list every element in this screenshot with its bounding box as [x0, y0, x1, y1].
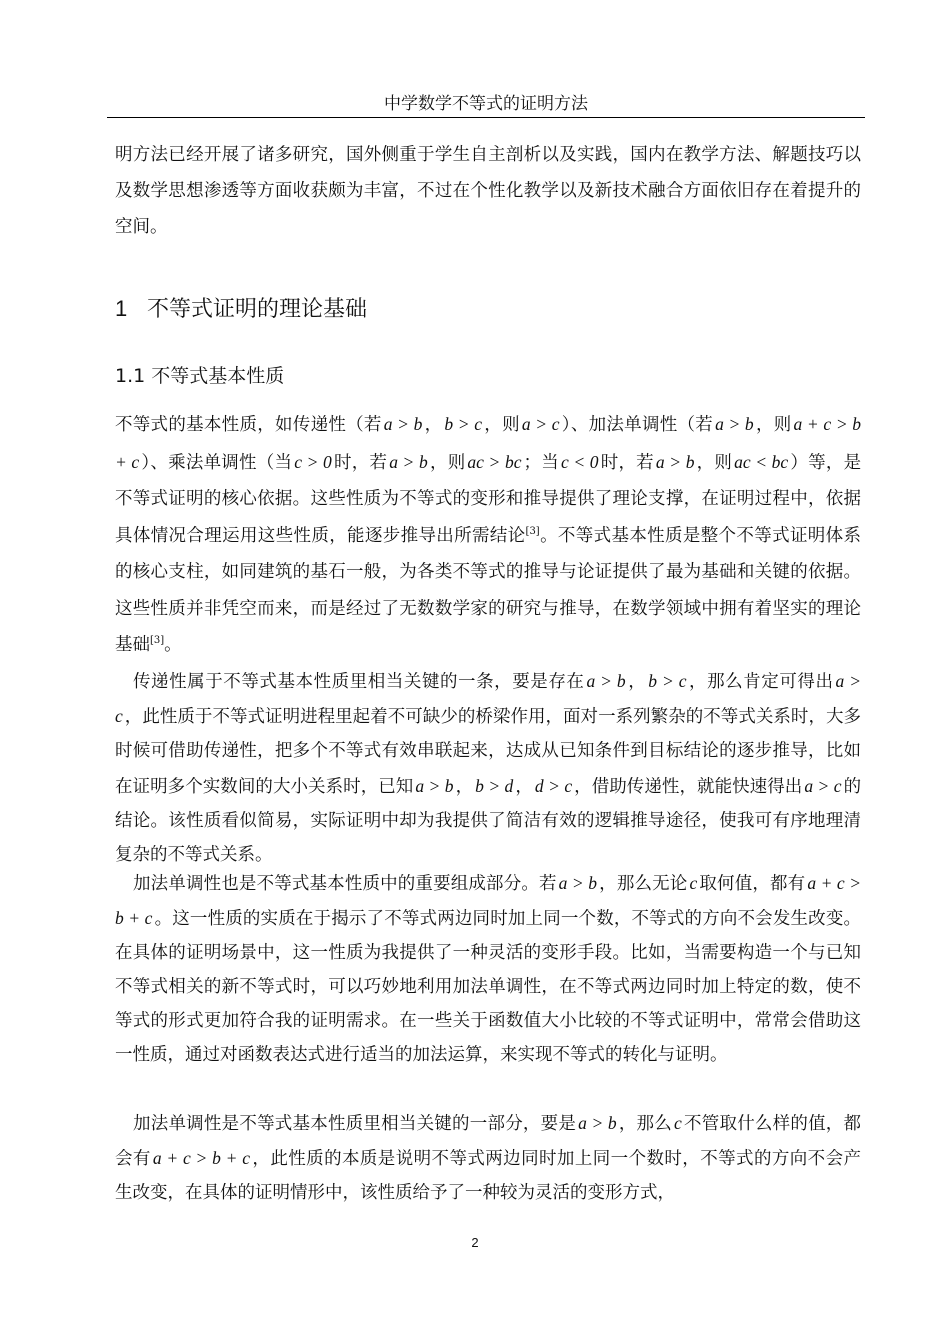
text-run: 加法单调性也是不等式基本性质中的重要组成部分。若 — [133, 874, 557, 894]
text-run: ，此性质于不等式证明进程里起着不可缺少的桥梁作用，面对一系列繁杂的不等式关系时，大多时候可借助传递性，把多个不等式有效串联起来，达成从已知条件到目标结论的逐步推导，比如在证明多个实数间的大小关系时，已知 — [115, 707, 861, 797]
text-run: ，那么肯定可得出 — [688, 672, 834, 692]
paragraph-text — [115, 664, 861, 872]
text-run: ，则 — [429, 452, 466, 473]
text-run: 时，若 — [333, 452, 388, 473]
math-expression: d > c — [534, 775, 573, 796]
section-title: 不等式证明的理论基础 — [147, 297, 368, 322]
citation-ref: [3] — [150, 635, 165, 647]
text-run: 时，若 — [600, 452, 654, 473]
running-header-title: 中学数学不等式的证明方法 — [384, 94, 588, 114]
section-heading — [115, 292, 367, 327]
math-expression: c < 0 — [560, 451, 599, 472]
intro-paragraph-block — [115, 137, 861, 245]
math-expression: a > b — [415, 775, 454, 796]
subsection-heading: 1.1 不等式基本性质 — [115, 365, 285, 387]
math-expression: a + c > b + c — [115, 873, 862, 928]
math-expression: a > c — [521, 414, 560, 434]
paragraph-text — [115, 866, 861, 1072]
header-rule — [107, 117, 865, 118]
math-expression: a > b — [586, 671, 626, 691]
text-run: ，那么 — [618, 1114, 673, 1134]
math-expression: a + c > b + c — [152, 1148, 251, 1168]
math-expression: b > d — [475, 775, 514, 796]
text-run: ）等，是不等式证明的核心依据。这些性质为不等式的变形和推导提供了理论支撑，在证明过程中，依据具体情况合理运用这些性质，能逐步推导出所需结论 — [115, 452, 862, 546]
text-run: 不等式的基本性质，如传递性（若 — [115, 415, 382, 435]
text-run: 。 — [164, 635, 182, 655]
text-run: ， — [515, 776, 533, 797]
math-expression: a > c — [115, 671, 862, 727]
math-expression: b > c — [648, 671, 687, 691]
math-expression: ac < bc — [734, 451, 789, 472]
math-expression: a > b — [655, 451, 695, 472]
paragraph-basic-properties — [115, 406, 861, 664]
text-run: 取何值，都有 — [699, 874, 806, 894]
text-run: ，此性质的本质是说明不等式两边同时加上同一个数时，不等式的方向不会产生改变，在具体的证明情形中，该性质给予了一种较为灵活的变形方式， — [115, 1149, 862, 1203]
text-run: ）、加法单调性（若 — [561, 415, 714, 435]
text-run: ， — [424, 415, 443, 435]
intro-paragraph: 明方法已经开展了诸多研究，国外侧重于学生自主剖析以及实践，国内在教学方法、解题技巧以及数学思想渗透等方面收获颇为丰富，不过在个性化教学以及新技术融合方面依旧存在着提升的空间。 — [115, 145, 861, 237]
math-expression: c — [689, 873, 698, 893]
math-expression: c > 0 — [294, 451, 332, 472]
text-run: ，则 — [755, 415, 792, 435]
math-expression: a > c — [804, 775, 842, 796]
math-expression: a > b — [383, 414, 423, 434]
text-run: ， — [627, 672, 647, 692]
paragraph-additive-monotonicity — [115, 866, 861, 1072]
paragraph-text — [115, 1106, 861, 1210]
math-expression: a > b — [558, 873, 598, 893]
text-run: ，借助传递性，就能快速得出 — [574, 776, 803, 797]
text-run: ；当 — [523, 452, 559, 473]
text-run: ）、乘法单调性（当 — [141, 452, 293, 473]
text-run: ，则 — [484, 415, 520, 435]
text-run: ，那么无论 — [599, 874, 688, 894]
math-expression: a > b — [389, 451, 428, 472]
text-run: ，则 — [696, 452, 733, 473]
text-run: ， — [455, 776, 474, 797]
math-expression: b > c — [444, 414, 483, 434]
text-run: 不管取什么样的值，都会有 — [115, 1114, 862, 1169]
page-number: 2 — [471, 1235, 479, 1250]
text-run: 加法单调性是不等式基本性质里相当关键的一部分，要是 — [133, 1114, 577, 1134]
citation-ref: [3] — [525, 525, 540, 537]
text-run: 的结论。该性质看似简易，实际证明中却为我提供了简洁有效的逻辑推导途径，使我可有序地理清复杂的不等式关系。 — [115, 776, 862, 866]
math-expression: a + c > b + c — [115, 414, 862, 472]
text-run: 传递性属于不等式基本性质里相当关键的一条，要是存在 — [133, 672, 585, 692]
text-run: 。不等式基本性质是整个不等式证明体系的核心支柱，如同建筑的基石一般，为各类不等式的推导与论证提供了最为基础和关键的依据。这些性质并非凭空而来，而是经过了无数数学家的研究与推导，在数学领域中拥有着坚实的理论基础 — [115, 525, 862, 655]
math-expression: c — [674, 1113, 682, 1133]
paragraph-text — [115, 406, 861, 664]
math-expression: a > b — [715, 414, 754, 434]
math-expression: ac > bc — [467, 451, 522, 472]
section-number: 1 — [115, 296, 128, 321]
paragraph-additive-monotonicity-2 — [115, 1106, 861, 1210]
math-expression: a > b — [578, 1113, 617, 1133]
paragraph-transitivity — [115, 664, 861, 872]
text-run: 。这一性质的实质在于揭示了不等式两边同时加上同一个数，不等式的方向不会发生改变。在具体的证明场景中，这一性质为我提供了一种灵活的变形手段。比如，当需要构造一个与已知不等式相关的新不等式时，可以巧妙地利用加法单调性，在不等式两边同时加上特定的数，使不等式的形式更加符合我的证明需求。在一些关于函数值大小比较的不等式证明中，常常会借助这一性质，通过对函数表达式进行适当的加法运算，来实现不等式的转化与证明。 — [115, 909, 861, 1065]
